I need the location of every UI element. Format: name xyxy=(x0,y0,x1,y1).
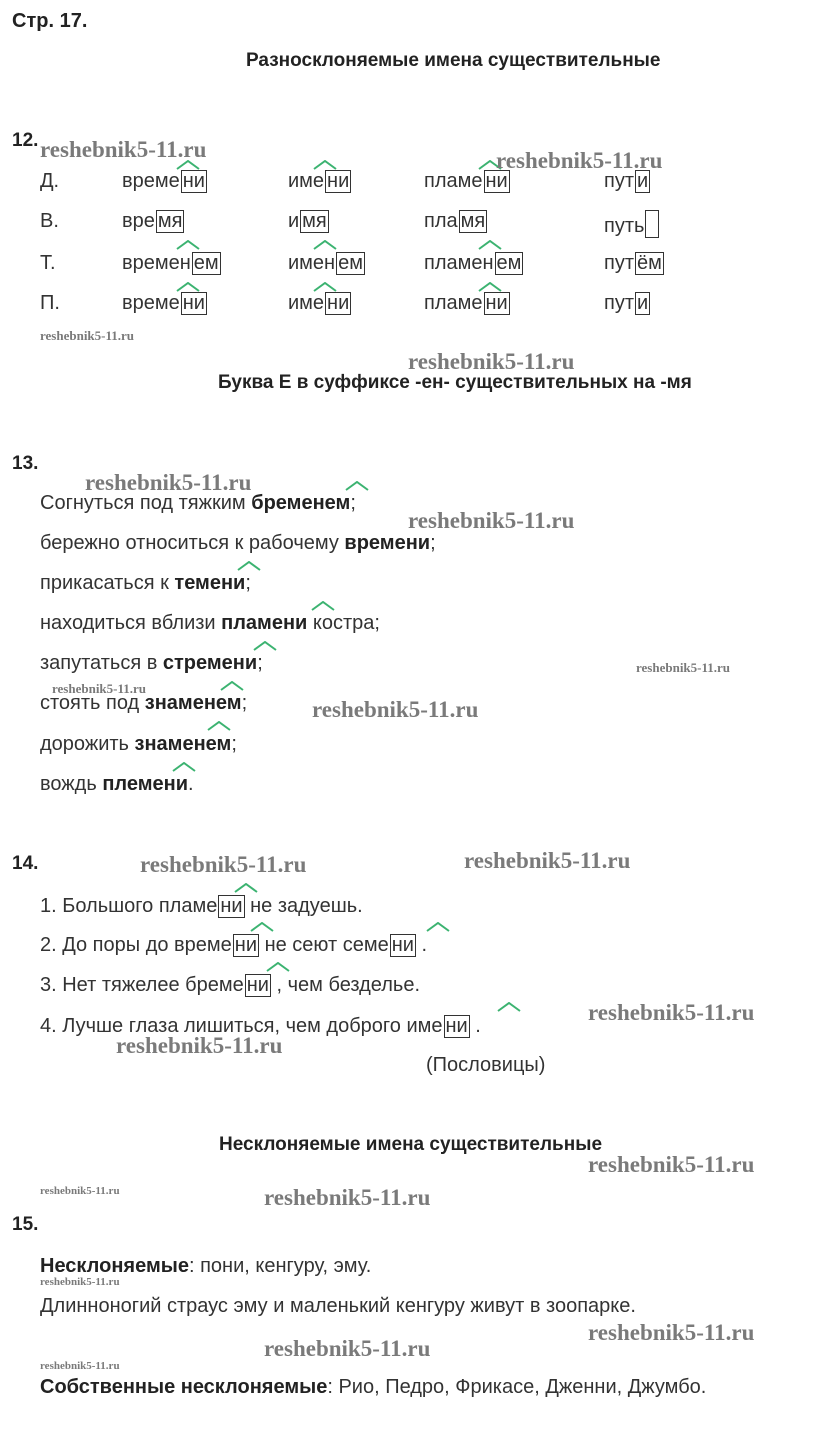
ex13-line: запутаться в стремени; xyxy=(40,652,263,674)
watermark-text: reshebnik5-11.ru xyxy=(40,1276,120,1288)
root-arc-icon xyxy=(207,721,231,731)
root-arc-icon xyxy=(478,240,502,250)
case-label: П. xyxy=(40,292,60,314)
ending-box: ни xyxy=(485,292,508,314)
ex13-line: вождь племени. xyxy=(40,773,194,795)
ending-box: ем xyxy=(496,252,522,274)
watermark-text: reshebnik5-11.ru xyxy=(85,470,252,495)
root-arc-icon xyxy=(266,962,290,972)
word-cell: време ни xyxy=(122,292,205,314)
root-arc-icon xyxy=(234,883,258,893)
ex13-line: дорожить знаменем; xyxy=(40,733,237,755)
watermark-text: reshebnik5-11.ru xyxy=(140,852,307,877)
word-cell: времен ем xyxy=(122,252,219,274)
word-cell: пламе ни xyxy=(424,170,508,192)
watermark-text: reshebnik5-11.ru xyxy=(588,1152,755,1177)
word-cell: име ни xyxy=(288,170,350,192)
word-cell: имен ем xyxy=(288,252,363,274)
watermark-text: reshebnik5-11.ru xyxy=(312,697,479,722)
word-cell: вре мя xyxy=(122,210,183,232)
root-arc-icon xyxy=(172,762,196,772)
word-cell: пут и xyxy=(604,170,649,192)
word-cell: пла мя xyxy=(424,210,486,232)
word-cell: и мя xyxy=(288,210,327,232)
ex15-line-2: Длинноногий страус эму и маленький кенгуру живут в зоопарке. xyxy=(40,1295,636,1317)
ending-box: ем xyxy=(193,252,219,274)
ex15-line-1: Несклоняемые: пони, кенгуру, эму. xyxy=(40,1255,372,1277)
section-title-1: Разносклоняемые имена существительные xyxy=(246,50,661,71)
ex15-line-3: Собственные несклоняемые: Рио, Педро, Фрикасе, Дженни, Джумбо. xyxy=(40,1376,707,1398)
ex13-line: стоять под знаменем; xyxy=(40,692,248,714)
root-arc-icon xyxy=(220,681,244,691)
ending-box: ни xyxy=(391,934,414,956)
ending-box: ём xyxy=(637,252,662,274)
proverb-line: 1. Большого пламе ни не задуешь. xyxy=(40,895,363,917)
watermark-text: reshebnik5-11.ru xyxy=(264,1336,431,1361)
ex13-line: бережно относиться к рабочему времени; xyxy=(40,532,436,554)
exercise-12-number: 12. xyxy=(12,130,39,151)
watermark-text: reshebnik5-11.ru xyxy=(408,508,575,533)
ending-box: ем xyxy=(338,252,363,274)
watermark-text: reshebnik5-11.ru xyxy=(40,137,207,162)
root-arc-icon xyxy=(176,282,200,292)
case-label: В. xyxy=(40,210,59,232)
word-cell: пут и xyxy=(604,292,649,314)
root-arc-icon xyxy=(253,641,277,651)
ending-box: и xyxy=(637,292,649,314)
ex13-line: прикасаться к темени; xyxy=(40,572,251,594)
proverb-source: (Пословицы) xyxy=(426,1054,546,1076)
watermark-text: reshebnik5-11.ru xyxy=(464,848,631,873)
watermark-text: reshebnik5-11.ru xyxy=(264,1185,431,1210)
word-cell: пламе ни xyxy=(424,292,508,314)
root-arc-icon xyxy=(313,240,337,250)
watermark-text: reshebnik5-11.ru xyxy=(588,1320,755,1345)
proverb-line: 3. Нет тяжелее бреме ни , чем безделье. xyxy=(40,974,421,996)
word-cell: време ни xyxy=(122,170,205,192)
ending-box: ни xyxy=(182,170,205,192)
watermark-text: reshebnik5-11.ru xyxy=(496,148,663,173)
root-arc-icon xyxy=(313,160,337,170)
watermark-text: reshebnik5-11.ru xyxy=(588,1000,755,1025)
root-arc-icon xyxy=(311,601,335,611)
root-arc-icon xyxy=(478,282,502,292)
root-arc-icon xyxy=(345,481,369,491)
ending-box: ни xyxy=(234,934,258,956)
ending-box: ни xyxy=(182,292,205,314)
watermark-text: reshebnik5-11.ru xyxy=(40,1185,120,1197)
ending-box: и xyxy=(637,170,649,192)
watermark-text: reshebnik5-11.ru xyxy=(636,660,731,675)
watermark-text: reshebnik5-11.ru xyxy=(40,328,135,343)
exercise-13-number: 13. xyxy=(12,453,39,474)
root-arc-icon xyxy=(237,561,261,571)
exercise-14-number: 14. xyxy=(12,853,39,874)
ending-box: ни xyxy=(445,1015,468,1037)
section-title-2: Буква Е в суффиксе -ен- существительных на -мя xyxy=(218,372,692,393)
root-arc-icon xyxy=(497,1002,521,1012)
root-arc-icon xyxy=(250,922,274,932)
watermark-text: reshebnik5-11.ru xyxy=(116,1033,283,1058)
ending-box: мя xyxy=(460,210,486,232)
ending-box: мя xyxy=(302,210,327,232)
root-arc-icon xyxy=(426,922,450,932)
watermark-text: reshebnik5-11.ru xyxy=(40,1360,120,1372)
root-arc-icon xyxy=(176,240,200,250)
ex13-line: находиться вблизи пламени костра; xyxy=(40,612,380,634)
proverb-line: 4. Лучше глаза лишиться, чем доброго име ни . xyxy=(40,1015,481,1037)
proverb-line: 2. До поры до време ни не сеют семе ни . xyxy=(40,934,428,956)
word-cell: пламен ем xyxy=(424,252,522,274)
ending-box: ни xyxy=(220,895,243,917)
case-label: Т. xyxy=(40,252,56,274)
word-cell: пут ём xyxy=(604,252,662,274)
ending-box-empty xyxy=(645,210,659,238)
ending-box: ни xyxy=(485,170,508,192)
section-title-3: Несклоняемые имена существительные xyxy=(219,1134,603,1155)
ending-box: ни xyxy=(246,974,269,996)
ending-box: ни xyxy=(327,170,350,192)
ending-box: мя xyxy=(157,210,183,232)
watermark-text: reshebnik5-11.ru xyxy=(52,681,147,696)
ending-box: ни xyxy=(327,292,350,314)
page-label: Стр. 17. xyxy=(12,10,88,32)
case-label: Д. xyxy=(40,170,60,192)
ex13-line: Согнуться под тяжким бременем; xyxy=(40,492,356,514)
watermark-text: reshebnik5-11.ru xyxy=(408,349,575,374)
word-cell: путь xyxy=(604,210,659,238)
root-arc-icon xyxy=(313,282,337,292)
word-cell: име ни xyxy=(288,292,350,314)
exercise-15-number: 15. xyxy=(12,1214,39,1235)
